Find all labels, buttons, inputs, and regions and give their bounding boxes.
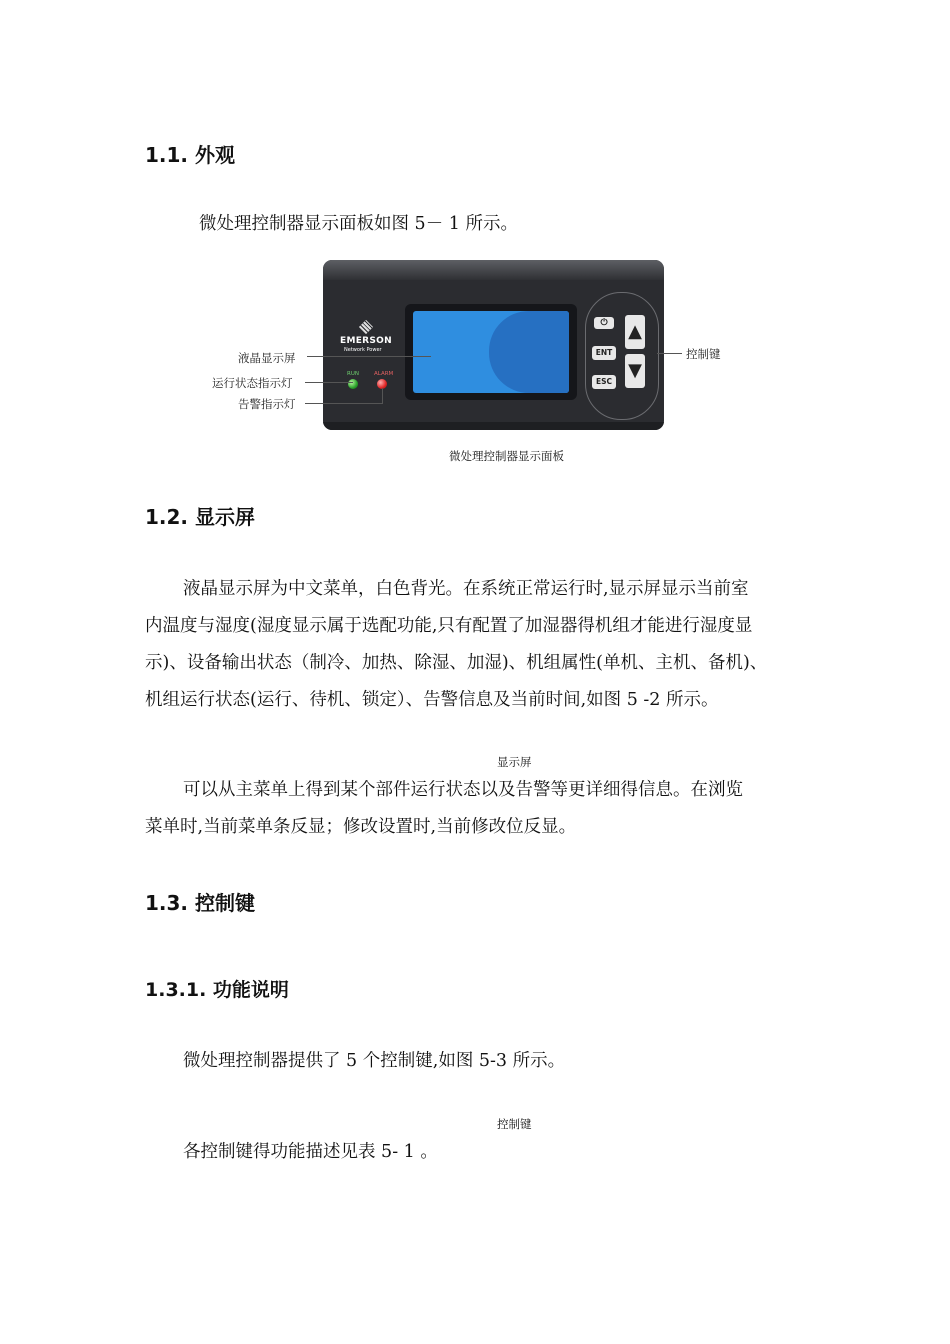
figure3-caption: 控制键 bbox=[497, 1117, 532, 1131]
callout-alarm-led: 告警指示灯 bbox=[238, 397, 296, 411]
callout-line-run-led bbox=[305, 382, 353, 383]
display-paragraph-line: 机组运行状态(运行、待机、锁定）、告警信息及当前时间,如图 5 -2 所示。 bbox=[145, 690, 719, 710]
callout-run-led: 运行状态指示灯 bbox=[212, 376, 293, 390]
display-paragraph-line: 内温度与湿度(湿度显示属于选配功能,只有配置了加湿器得机组才能进行湿度显 bbox=[145, 616, 753, 636]
callout-line-lcd bbox=[307, 356, 431, 357]
up-arrow-key[interactable]: ▲ bbox=[625, 315, 645, 349]
figure1-caption: 微处理控制器显示面板 bbox=[449, 449, 564, 463]
esc-key[interactable]: ESC bbox=[592, 375, 616, 389]
display-paragraph-line: 示)、设备输出状态（制冷、加热、除湿、加湿)、机组属性(单机、主机、备机)、 bbox=[145, 653, 768, 673]
callout-lcd: 液晶显示屏 bbox=[238, 351, 296, 365]
subsection-heading-functions: 1.3.1. 功能说明 bbox=[145, 979, 289, 1001]
alarm-led-label: ALARM bbox=[374, 371, 394, 377]
intro-paragraph: 微处理控制器显示面板如图 5－ 1 所示。 bbox=[199, 214, 518, 234]
brand-name: EMERSON bbox=[340, 336, 392, 346]
lcd-reflection bbox=[489, 311, 569, 393]
keys-paragraph: 微处理控制器提供了 5 个控制键,如图 5-3 所示。 bbox=[183, 1051, 566, 1071]
callout-keys: 控制键 bbox=[686, 347, 721, 361]
display-paragraph bbox=[145, 571, 835, 719]
emerson-logo-icon bbox=[359, 320, 373, 334]
down-arrow-key[interactable]: ▼ bbox=[625, 354, 645, 388]
menu-paragraph bbox=[145, 772, 835, 846]
run-status-led bbox=[348, 379, 358, 389]
section-heading-keys: 1.3. 控制键 bbox=[145, 891, 255, 915]
panel-top-bevel bbox=[323, 260, 664, 280]
figure2-caption: 显示屏 bbox=[497, 755, 532, 769]
menu-paragraph-line: 菜单时,当前菜单条反显；修改设置时,当前修改位反显。 bbox=[145, 817, 577, 837]
section-heading-display: 1.2. 显示屏 bbox=[145, 505, 255, 529]
menu-paragraph-line: 可以从主菜单上得到某个部件运行状态以及告警等更详细得信息。在浏览 bbox=[183, 780, 743, 800]
display-paragraph-line: 液晶显示屏为中文菜单，白色背光。在系统正常运行时,显示屏显示当前室 bbox=[183, 579, 749, 599]
callout-line-keys bbox=[657, 353, 682, 354]
panel-bottom-edge bbox=[323, 422, 664, 430]
ent-key[interactable]: ENT bbox=[592, 346, 616, 360]
run-led-label: RUN bbox=[347, 371, 359, 377]
callout-line-alarm-led bbox=[305, 403, 383, 404]
key-functions-paragraph: 各控制键得功能描述见表 5- 1 。 bbox=[183, 1142, 438, 1162]
controller-panel bbox=[323, 260, 664, 430]
power-key[interactable]: ⏻ bbox=[594, 317, 614, 329]
brand-subtitle: Network Power bbox=[344, 347, 382, 353]
section-heading-appearance: 1.1. 外观 bbox=[145, 143, 235, 167]
lcd-screen bbox=[413, 311, 569, 393]
callout-line-alarm-led-vertical bbox=[382, 388, 383, 404]
